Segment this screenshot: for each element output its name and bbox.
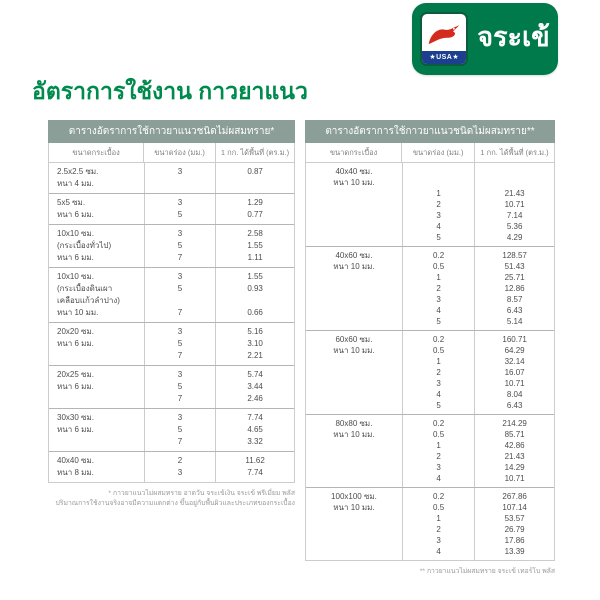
right-table-body [305, 163, 555, 561]
table-cell [216, 452, 294, 482]
cell-line: หนา 10 มม. [333, 178, 375, 187]
left-table-section [48, 120, 295, 577]
table-cell [402, 331, 475, 414]
left-table [48, 120, 295, 483]
cell-line: 7 [177, 253, 183, 262]
table-cell [306, 488, 402, 560]
table-cell [306, 415, 402, 487]
cell-line: 2 [436, 200, 441, 209]
table-cell [475, 488, 554, 560]
col-header-tile-size: ขนาดกระเบื้อง [72, 148, 120, 157]
cell-line: 5x5 ซม. [57, 198, 86, 207]
cell-line: 1.55 [247, 272, 263, 281]
cell-line: 16.07 [504, 368, 525, 377]
cell-line: 7 [177, 394, 183, 403]
cell-line: 10x10 ซม. [57, 272, 94, 281]
tables-container [48, 120, 555, 577]
left-table-body [48, 163, 295, 483]
cell-line: หนา 10 มม. [333, 430, 375, 439]
cell-line: 0.2 [433, 419, 445, 428]
table-cell [216, 366, 294, 408]
footnote-line: ปริมาณการใช้งานจริงอาจมีความแตกต่าง ขึ้นอยู่กับพื้นผิวและประเภทของกระเบื้อง [55, 500, 295, 507]
cell-line: 3 [436, 379, 441, 388]
cell-line: 5 [177, 210, 183, 219]
cell-line: 4 [436, 547, 441, 556]
cell-line: 5 [177, 339, 183, 348]
cell-line: 40x60 ซม. [335, 251, 373, 260]
cell-line: 3.10 [247, 339, 263, 348]
cell-line: 6.43 [506, 401, 523, 410]
table-cell [49, 194, 144, 224]
cell-line: 0.2 [433, 492, 445, 501]
table-cell [402, 247, 475, 330]
table-row [306, 330, 554, 414]
cell-line: 0.5 [433, 430, 445, 439]
cell-line: 1 [436, 357, 441, 366]
table-row [306, 487, 554, 560]
cell-line: หนา 6 มม. [57, 253, 94, 262]
brand-name-text: จระเข้ [477, 21, 550, 52]
cell-line: 3 [177, 198, 183, 207]
table-cell [144, 366, 216, 408]
cell-line: 3 [177, 272, 183, 281]
cell-line: 107.14 [502, 503, 527, 512]
cell-line: 21.43 [504, 452, 525, 461]
cell-line: 42.86 [504, 441, 525, 450]
cell-line: หนา 4 มม. [57, 179, 94, 188]
right-table-title: ตารางอัตราการใช้กาวยาแนวชนิดไม่ผสมทราย** [305, 120, 555, 143]
cell-line: 1 [436, 273, 441, 282]
cell-line: 10.71 [504, 379, 525, 388]
table-cell [475, 331, 554, 414]
cell-line: 4 [436, 306, 441, 315]
cell-line: 160.71 [502, 335, 527, 344]
cell-line [475, 177, 554, 188]
cell-line: 85.71 [504, 430, 525, 439]
table-cell [49, 452, 144, 482]
cell-line: 3 [436, 463, 441, 472]
right-table-header-row [305, 143, 555, 163]
cell-line: 2.46 [247, 394, 263, 403]
cell-line: 5 [177, 382, 183, 391]
cell-line: 1 [436, 514, 441, 523]
table-cell [216, 268, 294, 322]
cell-line: 5 [177, 425, 183, 434]
table-cell [475, 163, 554, 246]
cell-line: 1 [436, 189, 441, 198]
table-cell [144, 323, 216, 365]
cell-line: 7 [177, 351, 183, 360]
footnote-line: * กาวยาแนวไม่ผสมทราย อาดวัน จระเข้เงิน จระเข้ พรีเมี่ยม พลัส [108, 490, 295, 497]
cell-line: 0.66 [247, 308, 263, 317]
left-table-footnote [48, 489, 295, 509]
table-cell [49, 268, 144, 322]
cell-line: 7.74 [247, 468, 263, 477]
table-row [306, 163, 554, 246]
col-header-groove-size: ขนาดร่อง (มม.) [401, 143, 475, 162]
cell-line: หนา 10 มม. [333, 262, 375, 271]
table-cell [49, 409, 144, 451]
cell-line: 4.65 [247, 425, 263, 434]
cell-line: 10.71 [504, 474, 525, 483]
table-cell [402, 488, 475, 560]
cell-line: 3 [177, 327, 183, 336]
cell-line: 5.74 [247, 370, 263, 379]
table-cell [306, 247, 402, 330]
cell-line: 4 [436, 390, 441, 399]
table-row [49, 365, 294, 408]
cell-line: 0.5 [433, 503, 445, 512]
cell-line: 30x30 ซม. [57, 413, 94, 422]
cell-line: 2 [436, 284, 441, 293]
cell-line: 0.2 [433, 251, 445, 260]
cell-line: 7.74 [247, 413, 263, 422]
cell-line [475, 166, 554, 177]
cell-line [403, 166, 474, 177]
cell-line: หนา 6 มม. [57, 425, 94, 434]
table-cell [306, 163, 402, 246]
cell-line: 2 [436, 368, 441, 377]
cell-line: หนา 8 มม. [57, 468, 94, 477]
table-cell [49, 163, 144, 193]
table-row [49, 408, 294, 451]
right-table-section [305, 120, 555, 577]
table-cell [402, 415, 475, 487]
cell-line: 2.5x2.5 ซม. [57, 167, 99, 176]
cell-line: 40x40 ซม. [335, 167, 373, 176]
cell-line: หนา 10 มม. [333, 503, 375, 512]
cell-line: 3 [177, 468, 183, 477]
table-row [49, 193, 294, 224]
table-cell [306, 331, 402, 414]
cell-line: 0.87 [247, 167, 263, 176]
cell-line: หนา 6 มม. [57, 210, 94, 219]
table-cell [144, 163, 216, 193]
cell-line: 3 [177, 413, 183, 422]
cell-line: 25.71 [504, 273, 525, 282]
brand-badge [420, 12, 468, 66]
cell-line: 3 [436, 295, 441, 304]
table-row [49, 224, 294, 267]
cell-line: 5 [177, 241, 183, 250]
table-row [306, 246, 554, 330]
cell-line: (กระเบื้องทั่วไป) [57, 241, 112, 250]
cell-line: 7 [177, 437, 183, 446]
table-cell [402, 163, 475, 246]
cell-line: หนา 10 มม. [333, 346, 375, 355]
cell-line: 1 [436, 441, 441, 450]
cell-line: 3.44 [247, 382, 263, 391]
cell-line: 5 [177, 284, 183, 293]
cell-line [216, 295, 294, 307]
table-row [49, 322, 294, 365]
cell-line: 0.5 [433, 346, 445, 355]
cell-line: 1.55 [247, 241, 263, 250]
cell-line: 5 [436, 317, 441, 326]
cell-line: 3 [177, 370, 183, 379]
cell-line: 20x20 ซม. [57, 327, 94, 336]
cell-line: 4 [436, 222, 441, 231]
cell-line: 51.43 [504, 262, 525, 271]
cell-line: 11.62 [245, 456, 265, 465]
table-row [49, 163, 294, 193]
cell-line: 13.39 [504, 547, 525, 556]
table-cell [144, 268, 216, 322]
table-cell [216, 163, 294, 193]
table-cell [144, 225, 216, 267]
cell-line: 20x25 ซม. [57, 370, 94, 379]
cell-line: 64.29 [504, 346, 525, 355]
cell-line: 3.32 [247, 437, 263, 446]
cell-line: 5 [436, 401, 441, 410]
cell-line: 40x40 ซม. [57, 456, 94, 465]
left-table-header-row [48, 143, 295, 163]
cell-line: 0.93 [247, 284, 263, 293]
cell-line: 17.86 [504, 536, 525, 545]
usa-badge-band: ★USA★ [422, 51, 466, 64]
cell-line: 267.86 [502, 492, 527, 501]
cell-line: 2 [436, 525, 441, 534]
cell-line: 1.29 [247, 198, 263, 207]
table-row [49, 267, 294, 322]
cell-line: 4.29 [506, 233, 523, 242]
table-cell [475, 415, 554, 487]
cell-line: 100x100 ซม. [331, 492, 377, 501]
col-header-groove-size: ขนาดร่อง (มม.) [143, 143, 216, 162]
cell-line: 7.14 [506, 211, 523, 220]
cell-line: 2.21 [247, 351, 263, 360]
col-header-coverage: 1 กก. ได้พื้นที่ (ตร.ม.) [480, 148, 549, 157]
col-header-tile-size: ขนาดกระเบื้อง [329, 148, 378, 157]
cell-line: 0.77 [247, 210, 263, 219]
cell-line: 3 [177, 229, 183, 238]
cell-line: 5.36 [506, 222, 523, 231]
right-table [305, 120, 555, 561]
cell-line: 0.2 [433, 335, 445, 344]
cell-line: 6.43 [506, 306, 523, 315]
cell-line: 3 [177, 167, 183, 176]
cell-line: 2 [436, 452, 441, 461]
footnote-line: ** กาวยาแนวไม่ผสมทราย จระเข้ เทอร์โบ พลัส [419, 568, 555, 575]
cell-line: หนา 6 มม. [57, 339, 94, 348]
crocodile-icon [426, 22, 462, 50]
cell-line: 53.57 [504, 514, 525, 523]
cell-line: 3 [436, 536, 441, 545]
cell-line: (กระเบื้องดินเผา [57, 284, 113, 293]
table-row [49, 451, 294, 482]
left-table-title: ตารางอัตราการใช้กาวยาแนวชนิดไม่ผสมทราย* [48, 120, 295, 143]
cell-line: 4 [436, 474, 441, 483]
cell-line: 5 [436, 233, 441, 242]
cell-line: 26.79 [504, 525, 525, 534]
cell-line: 0.5 [433, 262, 445, 271]
page-title: อัตราการใช้งาน กาวยาแนว [32, 78, 308, 104]
cell-line: 10.71 [504, 200, 525, 209]
cell-line: 60x60 ซม. [335, 335, 373, 344]
cell-line: 12.86 [504, 284, 525, 293]
cell-line: 128.57 [502, 251, 527, 260]
cell-line: เคลือบแก้วลำปาง) [57, 296, 120, 305]
table-cell [144, 194, 216, 224]
table-cell [216, 323, 294, 365]
table-cell [216, 194, 294, 224]
table-row [306, 414, 554, 487]
cell-line [403, 177, 474, 188]
cell-line: 214.29 [502, 419, 527, 428]
cell-line: 32.14 [504, 357, 525, 366]
table-cell [49, 225, 144, 267]
table-cell [49, 366, 144, 408]
cell-line: 5.14 [506, 317, 523, 326]
brand-logo [412, 3, 558, 75]
cell-line: 2 [177, 456, 183, 465]
cell-line: 10x10 ซม. [57, 229, 94, 238]
cell-line: 8.04 [506, 390, 523, 399]
table-cell [144, 409, 216, 451]
table-cell [216, 225, 294, 267]
cell-line: 2.58 [247, 229, 263, 238]
right-table-footnote [305, 567, 555, 577]
cell-line: 80x80 ซม. [335, 419, 373, 428]
cell-line: 7 [177, 308, 183, 317]
col-header-coverage: 1 กก. ได้พื้นที่ (ตร.ม.) [220, 148, 290, 157]
cell-line: หนา 10 มม. [57, 308, 99, 317]
cell-line: 5.16 [247, 327, 263, 336]
table-cell [475, 247, 554, 330]
cell-line: 3 [436, 211, 441, 220]
cell-line: 1.11 [247, 253, 263, 262]
table-cell [49, 323, 144, 365]
table-cell [144, 452, 216, 482]
cell-line: 21.43 [504, 189, 525, 198]
table-cell [216, 409, 294, 451]
cell-line: หนา 6 มม. [57, 382, 94, 391]
cell-line [145, 295, 215, 307]
cell-line: 8.57 [506, 295, 523, 304]
cell-line: 14.29 [504, 463, 525, 472]
